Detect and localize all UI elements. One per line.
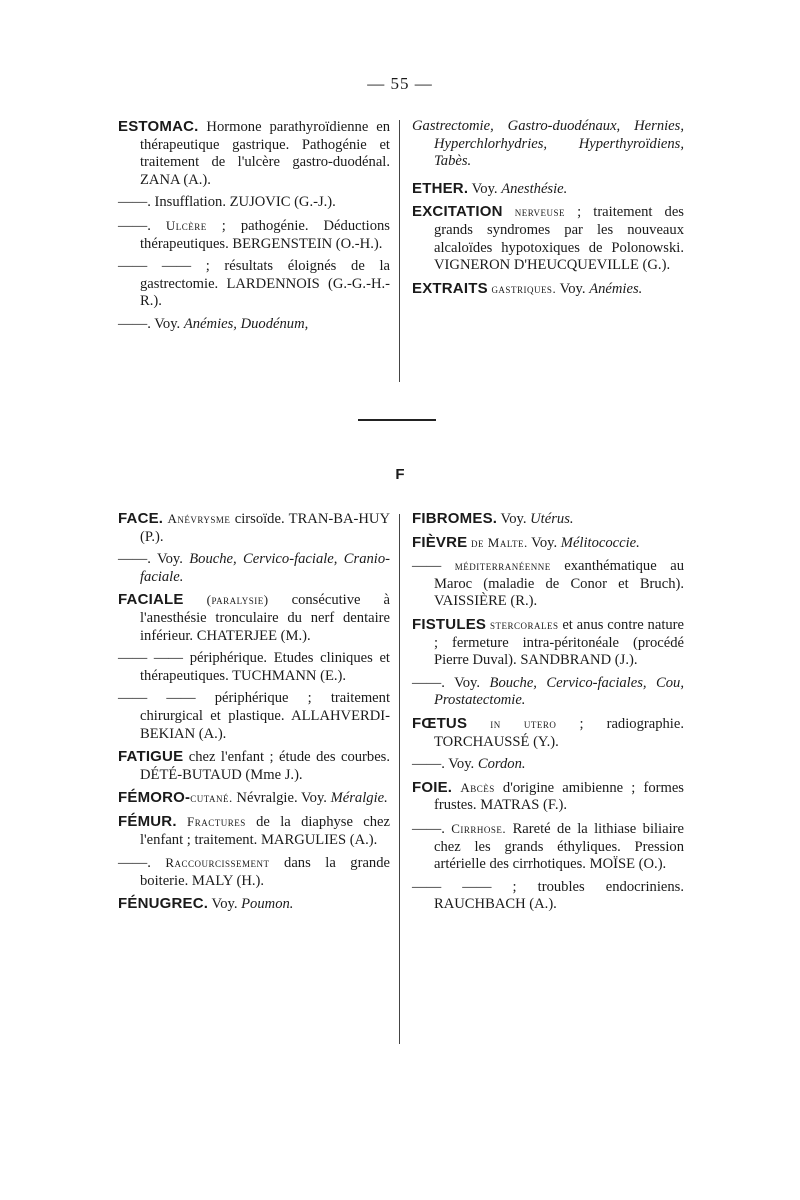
index-entry [118, 748, 390, 784]
column-divider [399, 514, 400, 1044]
entry-text: Voy. [211, 896, 238, 913]
index-entry [118, 118, 390, 189]
entry-dash: ——. [118, 551, 151, 568]
entry-text: périphérique ; traitement chirurgical et plastique. ALLAHVERDI-BEKIAN (A.). [140, 690, 390, 742]
entry-crossref: Gastrectomie, Gastro-duodénaux, Hernies, Hyperchlorhydries, Hyperthyroïdiens, Tabès. [412, 118, 684, 170]
entry-headword: FÉMUR. [118, 812, 177, 830]
index-entry [118, 854, 390, 890]
entry-dash: ——. [412, 674, 445, 691]
entry-subhead: Fractures [187, 813, 246, 829]
entry-dash: ——. [118, 194, 151, 211]
entry-dash: —— —— [118, 258, 192, 275]
entry-dash: —— —— [118, 690, 196, 707]
entry-headword: FIÈVRE [412, 533, 468, 551]
entry-subhead: gastriques. [491, 280, 557, 296]
entry-subhead: Abcès [460, 779, 495, 795]
entry-dash: —— [412, 558, 442, 575]
index-entry [118, 690, 390, 743]
page-number: — 55 — [367, 74, 433, 93]
index-entry [118, 510, 390, 546]
entry-text: Voy. [156, 551, 183, 568]
entry-text: Insufflation. ZUJOVIC (G.-J.). [154, 194, 336, 211]
entry-text: périphérique. Etudes cliniques et thérapeutiques. TUCHMANN (E.). [140, 650, 390, 684]
index-entry [412, 879, 684, 914]
index-entry [118, 895, 390, 914]
index-entry [412, 779, 684, 815]
entry-crossref: Cordon. [477, 756, 526, 773]
entry-dash: ——. [118, 855, 151, 872]
entry-subhead: nerveuse [514, 204, 565, 220]
entry-headword: FÉMORO- [118, 789, 191, 807]
entry-crossref: Poumon. [241, 896, 294, 913]
entry-subhead: Raccourcissement [165, 855, 270, 871]
index-entry [412, 616, 684, 670]
entry-text: ; pathogénie. Déductions thérapeutiques. BERGENSTEIN (O.-H.). [140, 217, 390, 252]
entry-crossref: Méralgie. [330, 790, 388, 807]
entry-crossref: Anémies, Duodénum, [183, 315, 309, 332]
index-entry [412, 557, 684, 611]
index-entry [412, 820, 684, 874]
entry-text: ; radiographie. TORCHAUSSÉ (Y.). [434, 715, 684, 750]
section-letter: F [395, 466, 405, 483]
index-entry [412, 180, 684, 199]
entry-headword: FIBROMES. [412, 510, 498, 527]
entry-dash: ——. [118, 315, 151, 332]
entry-text: Névralgie. Voy. [236, 790, 327, 807]
entry-headword: FACIALE [118, 591, 184, 609]
entry-headword: FÉNUGREC. [118, 895, 209, 913]
entry-text: Voy. [471, 180, 498, 197]
entry-crossref: Mélitococcie. [560, 534, 640, 551]
index-entry [118, 591, 390, 645]
entry-text: Voy. [154, 315, 181, 332]
index-entry [412, 756, 684, 774]
entry-subhead: (paralysie) [206, 592, 269, 608]
index-entry [118, 316, 390, 334]
index-entry [118, 789, 390, 808]
section-separator [358, 419, 436, 421]
index-entry [118, 650, 390, 685]
entry-text: Rareté de la lithiase biliaire chez les grands éthyliques. Pression artérielle des cirrhotiques. MOÏSE (O.). [434, 820, 684, 873]
entry-dash: —— —— [412, 878, 492, 895]
entry-subhead: cutané. [190, 790, 233, 806]
entry-text: dans la grande boiterie. MALY (H.). [140, 855, 390, 889]
entry-text: exanthématique au Maroc (maladie de Conor et Bruch). VAISSIÈRE (R.). [434, 558, 684, 610]
entry-dash: —— —— [118, 650, 184, 667]
entry-subhead: méditerranéenne [454, 558, 551, 574]
entry-text: Voy. [531, 534, 558, 551]
entry-headword: FISTULES [412, 615, 487, 633]
index-entry [412, 203, 684, 274]
index-entry [118, 217, 390, 253]
entry-text: ; traitement des grands syndromes par les nouveaux alcaloïdes hypotoxiques de Polonowski. VIGNERON D'HEUCQUEVILLE (G.). [434, 204, 684, 274]
entry-subhead: Anévrysme [167, 511, 231, 526]
entry-headword: FŒTUS [412, 714, 468, 732]
entry-dash: ——. [118, 217, 151, 234]
index-entry [118, 194, 390, 212]
index-entry [412, 510, 684, 529]
index-entry [412, 675, 684, 710]
entry-text: consécutive à l'anesthésie tronculaire du nerf dentaire inférieur. CHATERJEE (M.). [140, 592, 391, 644]
column-divider [399, 120, 400, 382]
entry-crossref: Anémies. [589, 280, 643, 297]
entry-subhead: de Malte. [471, 534, 528, 550]
index-entry [412, 534, 684, 553]
entry-headword: FOIE. [412, 778, 453, 796]
entry-subhead: stercorales [489, 616, 559, 632]
entry-subhead: Cirrhose. [451, 820, 507, 836]
entry-text: Voy. [454, 674, 481, 691]
entry-text: cirsoïde. TRAN-BA-HUY (P.). [140, 511, 390, 545]
entry-text: de la diaphyse chez l'enfant ; traitement. MARGULIES (A.). [140, 813, 390, 848]
index-entry [118, 813, 390, 849]
index-entry [118, 258, 390, 311]
index-column-top-right [412, 118, 684, 303]
entry-subhead: in utero [490, 715, 557, 731]
entry-headword: FACE. [118, 510, 164, 527]
index-entry [118, 551, 390, 586]
entry-crossref: Anesthésie. [501, 180, 568, 197]
entry-headword: FATIGUE [118, 748, 184, 766]
index-entry-continuation [412, 118, 684, 171]
index-column-bottom-left [118, 510, 390, 919]
entry-text: ; résultats éloignés de la gastrectomie. LARDENNOIS (G.-G.-H.-R.). [140, 258, 390, 310]
entry-dash: ——. [412, 756, 445, 773]
entry-text: Voy. [559, 280, 586, 297]
index-entry [412, 280, 684, 299]
entry-dash: ——. [412, 820, 445, 837]
entry-crossref: Bouche, Cervico-faciale, Cranio-faciale. [140, 551, 390, 585]
entry-text: Hormone parathyroïdienne en thérapeutique gastrique. Pathogénie et traitement de l'ulcère gastro-duodénal. ZANA (A.). [140, 119, 391, 188]
entry-text: chez l'enfant ; étude des courbes. DÉTÉ-BUTAUD (Mme J.). [140, 749, 390, 783]
entry-text: et anus contre nature ; fermeture intra-péritonéale (procédé Pierre Duval). SANDBRAND (J.). [434, 616, 685, 669]
entry-text: Voy. [448, 756, 475, 773]
entry-text: d'origine amibienne ; formes frustes. MATRAS (F.). [434, 779, 684, 814]
entry-text: ; troubles endocriniens. RAUCHBACH (A.). [434, 878, 684, 913]
index-column-bottom-right [412, 510, 684, 919]
entry-headword: EXCITATION [412, 203, 503, 221]
entry-text: Voy. [500, 511, 527, 527]
index-column-top-left [118, 118, 390, 339]
entry-crossref: Bouche, Cervico-faciales, Cou, Prostatectomie. [434, 674, 684, 709]
entry-subhead: Ulcère [165, 217, 207, 233]
entry-headword: ETHER. [412, 179, 469, 197]
entry-headword: EXTRAITS [412, 279, 488, 297]
entry-crossref: Utérus. [530, 511, 574, 527]
entry-headword: ESTOMAC. [118, 118, 199, 135]
index-entry [412, 715, 684, 751]
